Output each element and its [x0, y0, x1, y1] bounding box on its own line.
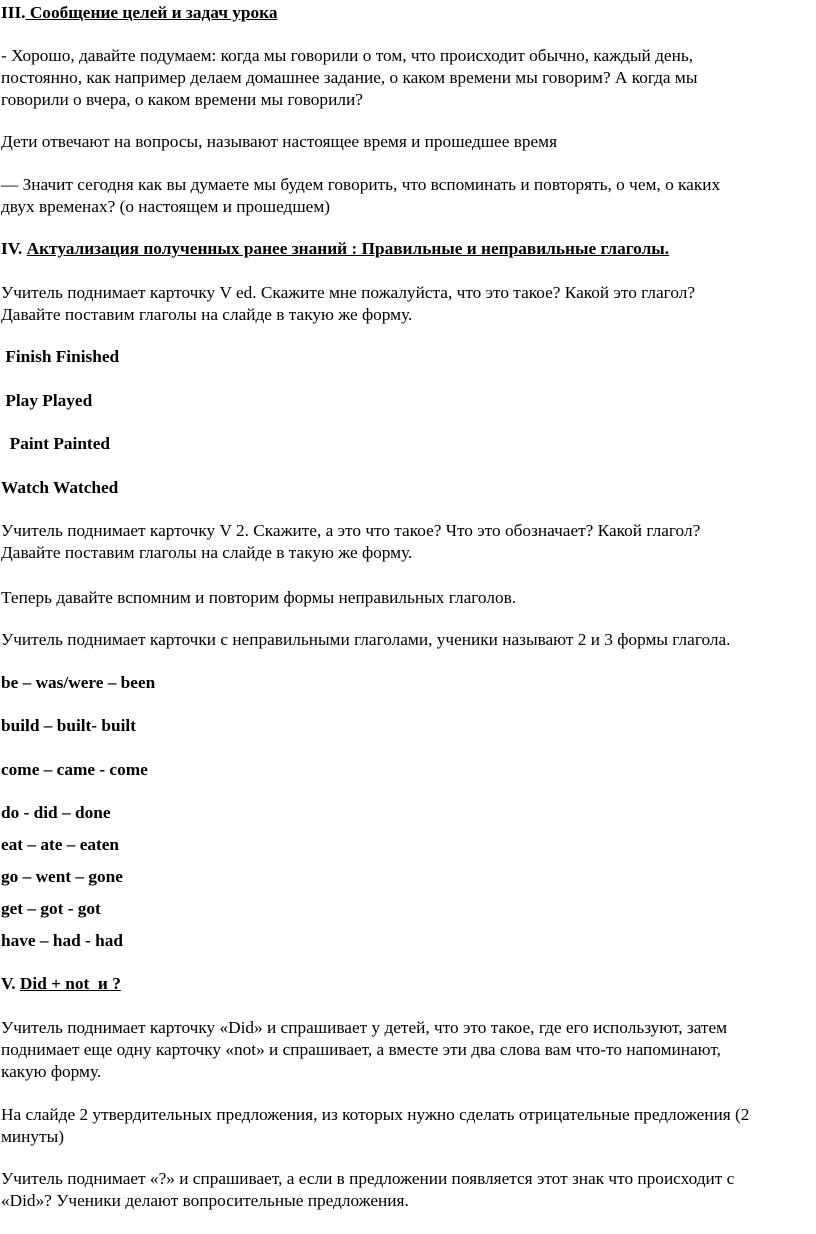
- section-3-number: III.: [1, 3, 26, 22]
- section-3-p3-line1: — Значит сегодня как вы думаете мы будем говорить, что вспоминать и повторять, о чем, о каких: [1, 175, 721, 194]
- section-4-p4: Учитель поднимает карточки с неправильными глаголами, ученики называют 2 и 3 формы глагола.: [1, 630, 731, 649]
- section-4-heading: [1, 238, 669, 260]
- section-4-p1-line2: Давайте поставим глаголы на слайде в такую же форму.: [1, 305, 413, 324]
- section-5-title: Did + not и ?: [19, 974, 121, 993]
- section-4-number: IV.: [1, 239, 23, 258]
- section-5-p2-line2: минуты): [1, 1127, 64, 1146]
- section-3-heading: [1, 2, 278, 24]
- irregular-verb-do: do - did – done: [1, 803, 111, 822]
- section-5-number: V.: [1, 974, 16, 993]
- section-5-p3-line2: «Did»? Ученики делают вопросительные предложения.: [1, 1191, 409, 1210]
- section-4-p1-line1: Учитель поднимает карточку V ed. Скажите мне пожалуйста, что это такое? Какой это глагол?: [1, 283, 696, 302]
- section-4-p3: Теперь давайте вспомним и повторим формы неправильных глаголов.: [1, 588, 517, 607]
- section-3-title: Сообщение целей и задач урока: [25, 3, 278, 22]
- section-5-p2-line1: На слайде 2 утвердительных предложения, из которых нужно сделать отрицательные предложения (2: [1, 1105, 750, 1124]
- section-3-p1-line3: говорили о вчера, о каком времени мы говорили?: [1, 90, 363, 109]
- regular-verb-watch: Watch Watched: [1, 478, 119, 497]
- section-4-p2-line2: Давайте поставим глаголы на слайде в такую же форму.: [1, 543, 413, 562]
- irregular-verb-build: build – built- built: [1, 716, 136, 735]
- irregular-verb-get: get – got - got: [1, 899, 101, 918]
- section-3-p2: Дети отвечают на вопросы, называют настоящее время и прошедшее время: [1, 132, 558, 151]
- section-5-p1-line2: поднимает еще одну карточку «not» и спрашивает, а вместе эти два слова вам что-то напоминают,: [1, 1040, 721, 1059]
- irregular-verb-eat: eat – ate – eaten: [1, 835, 120, 854]
- irregular-verb-be: be – was/were – been: [1, 673, 156, 692]
- section-5-p1-line3: какую форму.: [1, 1062, 102, 1081]
- section-3-p1-line2: постоянно, как например делаем домашнее задание, о каком времени мы говорим? А когда мы: [1, 68, 698, 87]
- irregular-verb-come: come – came - come: [1, 760, 148, 779]
- section-4-p2-line1: Учитель поднимает карточку V 2. Скажите, а это что такое? Что это обозначает? Какой глагол?: [1, 521, 701, 540]
- regular-verb-paint: Paint Painted: [1, 434, 110, 453]
- irregular-verb-go: go – went – gone: [1, 867, 123, 886]
- section-5-p1-line1: Учитель поднимает карточку «Did» и спрашивает у детей, что это такое, где его используют, затем: [1, 1018, 728, 1037]
- irregular-verb-have: have – had - had: [1, 931, 123, 950]
- regular-verb-play: Play Played: [1, 391, 93, 410]
- section-3-p3-line2: двух временах? (о настоящем и прошедшем): [1, 197, 331, 216]
- section-3-p1-line1: - Хорошо, давайте подумаем: когда мы говорили о том, что происходит обычно, каждый день,: [1, 46, 694, 65]
- regular-verb-finish: Finish Finished: [1, 347, 120, 366]
- section-4-title: Актуализация полученных ранее знаний : Правильные и неправильные глаголы.: [26, 239, 670, 258]
- section-5-heading: [1, 973, 121, 995]
- section-5-p3-line1: Учитель поднимает «?» и спрашивает, а если в предложении появляется этот знак что происходит с: [1, 1169, 735, 1188]
